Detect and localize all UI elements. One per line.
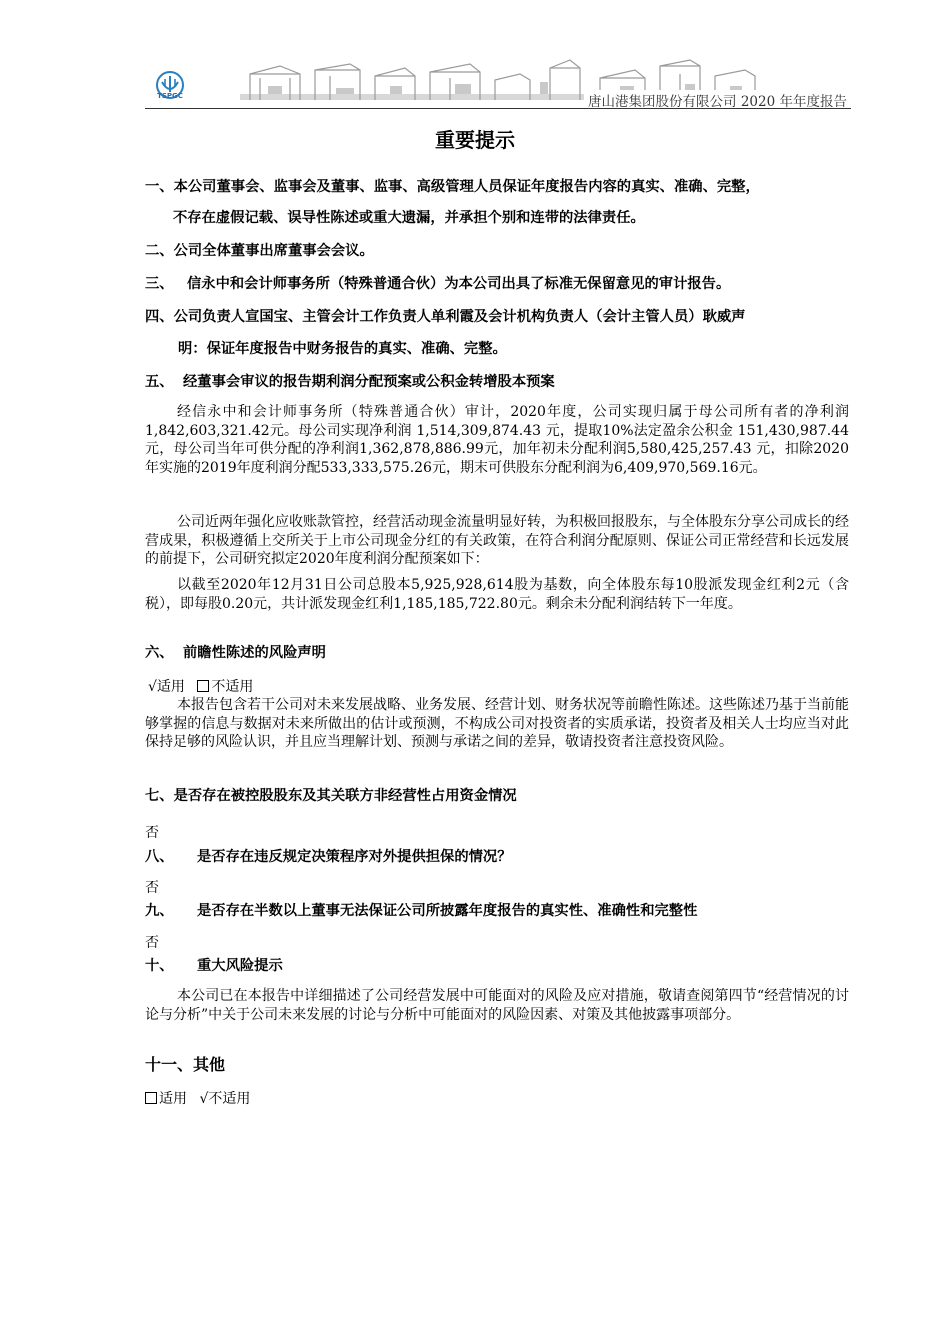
page-header bbox=[145, 50, 851, 112]
item-4-line-2: 明：保证年度报告中财务报告的真实、准确、完整。 bbox=[178, 341, 507, 357]
logo-text: TSPGC bbox=[157, 92, 183, 100]
not-applicable-label: 不适用 bbox=[211, 679, 254, 695]
item-6-heading bbox=[145, 642, 326, 662]
item-8-number: 八、 bbox=[145, 849, 174, 865]
item-9 bbox=[145, 900, 697, 920]
item-8-text: 是否存在违反规定决策程序对外提供担保的情况？ bbox=[197, 849, 512, 865]
item-6-number: 六、 bbox=[145, 645, 174, 661]
page-title: 重要提示 bbox=[435, 128, 515, 152]
company-logo-icon bbox=[153, 64, 187, 110]
item-5-heading bbox=[145, 371, 555, 391]
item-7: 七、是否存在被控股股东及其关联方非经营性占用资金情况 bbox=[145, 788, 517, 804]
item-9-text: 是否存在半数以上董事无法保证公司所披露年度报告的真实性、准确性和完整性 bbox=[197, 903, 698, 919]
item-10-text: 重大风险提示 bbox=[197, 958, 283, 974]
item-8 bbox=[145, 846, 512, 866]
item-2: 二、公司全体董事出席董事会会议。 bbox=[145, 243, 374, 259]
dividend-policy-paragraph: 公司近两年强化应收账款管控，经营活动现金流量明显好转，为积极回报股东，与全体股东分享公司成长的经营成果，积极遵循上交所关于上市公司现金分红的有关政策，在符合利润分配原则、保证公司正常经营和长远发展的前提下，公司研究拟定2020年度利润分配预案如下： bbox=[145, 514, 849, 567]
applicable-label: 适用 bbox=[159, 1091, 187, 1107]
not-applicable-checkbox bbox=[197, 680, 209, 692]
item-6-applicability bbox=[148, 676, 253, 696]
major-risk-paragraph: 本公司已在本报告中详细描述了公司经营发展中可能面对的风险及应对措施，敬请查阅第四节“经营情况的讨论与分析”中关于公司未来发展的讨论与分析中可能面对的风险因素、对策及其他披露事项部分。 bbox=[145, 988, 849, 1023]
item-3-number: 三、 bbox=[145, 276, 174, 292]
item-4-line-1: 四、公司负责人宣国宝、主管会计工作负责人单利霞及会计机构负责人（会计主管人员）耿威声 bbox=[145, 309, 746, 325]
header-divider bbox=[145, 108, 851, 109]
item-5-number: 五、 bbox=[145, 374, 174, 390]
item-10-number: 十、 bbox=[145, 958, 174, 974]
report-title: 唐山港集团股份有限公司 2020 年年度报告 bbox=[584, 90, 847, 110]
item-9-answer: 否 bbox=[145, 935, 159, 951]
item-1-line-2: 不存在虚假记载、误导性陈述或重大遗漏，并承担个别和连带的法律责任。 bbox=[173, 210, 645, 226]
item-7-answer: 否 bbox=[145, 825, 159, 841]
item-3 bbox=[145, 273, 730, 293]
forward-looking-paragraph: 本报告包含若干公司对未来发展战略、业务发展、经营计划、财务状况等前瞻性陈述。这些陈述乃基于当前能够掌握的信息与数据对未来所做出的估计或预测，不构成公司对投资者的实质承诺，投资者及相关人士均应当对此保持足够的风险认识，并且应当理解计划、预测与承诺之间的差异，敬请投资者注意投资风险。 bbox=[145, 697, 849, 750]
item-9-number: 九、 bbox=[145, 903, 174, 919]
not-applicable-checked: √不适用 bbox=[199, 1091, 251, 1107]
item-5-text: 经董事会审议的报告期利润分配预案或公积金转增股本预案 bbox=[183, 374, 555, 390]
item-3-text: 信永中和会计师事务所（特殊普通合伙）为本公司出具了标准无保留意见的审计报告。 bbox=[187, 276, 731, 292]
item-11-applicability bbox=[145, 1088, 250, 1108]
dividend-plan-paragraph: 以截至2020年12月31日公司总股本5,925,928,614股为基数，向全体股东每10股派发现金红利2元（含税），即每股0.20元，共计派发现金红利1,185,185,722.80元。剩余未分配利润结转下一年度。 bbox=[145, 577, 849, 612]
applicable-checked: √适用 bbox=[148, 679, 185, 695]
item-8-answer: 否 bbox=[145, 880, 159, 896]
item-11-heading: 十一、其他 bbox=[145, 1055, 226, 1074]
profit-audit-paragraph: 经信永中和会计师事务所（特殊普通合伙）审计，2020年度，公司实现归属于母公司所有者的净利润1,842,603,321.42元。母公司实现净利润 1,514,309,874.43 元，提取10%法定盈余公积金 151,430,987.44元，母公司当年可供分配的净利润1,362,878,886.99元，加年初未分配利润5,580,425,257.43 元，扣除2020年实施的2019年度利润分配533,333,575.26元，期末可供股东分配利润为6,409,970,569.16元。 bbox=[145, 404, 849, 476]
item-10-heading bbox=[145, 955, 283, 975]
item-6-text: 前瞻性陈述的风险声明 bbox=[183, 645, 326, 661]
applicable-checkbox bbox=[145, 1092, 157, 1104]
item-1-line-1: 一、本公司董事会、监事会及董事、监事、高级管理人员保证年度报告内容的真实、准确、完整， bbox=[145, 179, 760, 195]
